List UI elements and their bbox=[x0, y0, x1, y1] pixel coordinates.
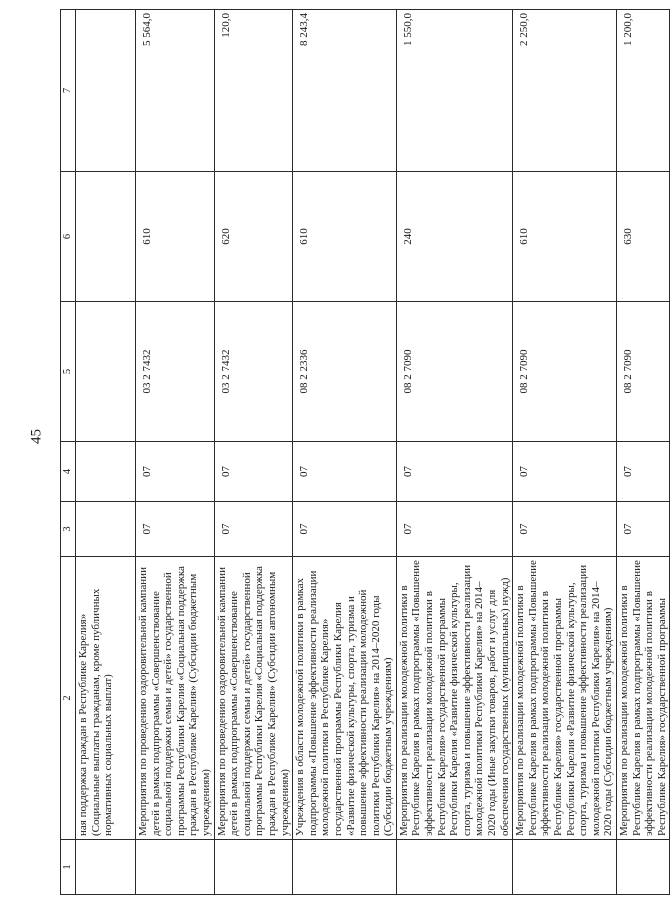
column-header-1: 1 bbox=[61, 840, 76, 895]
column-header-7: 7 bbox=[61, 10, 76, 172]
budget-table-container bbox=[60, 10, 668, 895]
row-target-code bbox=[76, 302, 136, 442]
row-amount: 1 200,0 bbox=[616, 10, 669, 172]
row-description: Учреждения в области молодежной политики в рамках подпрограммы «Повышение эффективности реализации молодежной политики в Республике Карелия» государственной программы Республики Карелия «Развитие физической культуры, спорта, туризма и повышение эффективности реализации молодежной политики Республики Карелия» на 2014–2020 годы (Субсидии бюджетным учреждениям) bbox=[293, 557, 397, 840]
row-subsection-code: 07 bbox=[214, 442, 293, 502]
row-cell-1 bbox=[214, 840, 293, 895]
row-expense-type: 630 bbox=[616, 172, 669, 302]
column-header-5: 5 bbox=[61, 302, 76, 442]
budget-table bbox=[60, 9, 670, 895]
table-row bbox=[396, 10, 512, 895]
table-row bbox=[76, 10, 136, 895]
row-section-code: 07 bbox=[293, 502, 397, 557]
row-section-code: 07 bbox=[396, 502, 512, 557]
row-target-code: 08 2 7090 bbox=[616, 302, 669, 442]
row-subsection-code: 07 bbox=[136, 442, 215, 502]
row-amount bbox=[76, 10, 136, 172]
row-amount: 8 243,4 bbox=[293, 10, 397, 172]
row-expense-type: 620 bbox=[214, 172, 293, 302]
row-target-code: 03 2 7432 bbox=[136, 302, 215, 442]
table-row bbox=[136, 10, 215, 895]
row-amount: 2 250,0 bbox=[513, 10, 617, 172]
table-row bbox=[513, 10, 617, 895]
row-cell-1 bbox=[136, 840, 215, 895]
page-number: 45 bbox=[28, 429, 45, 444]
row-amount: 5 564,0 bbox=[136, 10, 215, 172]
row-target-code: 03 2 7432 bbox=[214, 302, 293, 442]
row-target-code: 08 2 7090 bbox=[396, 302, 512, 442]
row-description: Мероприятия по реализации молодежной политики в Республике Карелия в рамках подпрограммы «Повышение эффективности реализации молодежной политики в Республике Карелия» государственной программы Республики Карелия «Развитие физической культуры, спорта, туризма и повышение эффективности реализации молодежной политики Республики Карелия» на 2014–2020 годы (Иные закупки товаров, работ и услуг для обеспечения государственных (муниципальных) нужд) bbox=[396, 557, 512, 840]
row-subsection-code: 07 bbox=[513, 442, 617, 502]
row-section-code: 07 bbox=[214, 502, 293, 557]
row-section-code: 07 bbox=[513, 502, 617, 557]
row-description: ная поддержка граждан в Республике Карелия» (Социальные выплаты гражданам, кроме публичных нормативных социальных выплат) bbox=[76, 557, 136, 840]
row-expense-type: 610 bbox=[513, 172, 617, 302]
row-section-code: 07 bbox=[616, 502, 669, 557]
row-cell-1 bbox=[76, 840, 136, 895]
column-header-6: 6 bbox=[61, 172, 76, 302]
row-target-code: 08 2 2336 bbox=[293, 302, 397, 442]
row-amount: 120,0 bbox=[214, 10, 293, 172]
table-row bbox=[214, 10, 293, 895]
row-expense-type: 610 bbox=[293, 172, 397, 302]
row-subsection-code: 07 bbox=[396, 442, 512, 502]
column-header-2: 2 bbox=[61, 557, 76, 840]
row-target-code: 08 2 7090 bbox=[513, 302, 617, 442]
row-subsection-code: 07 bbox=[616, 442, 669, 502]
row-subsection-code: 07 bbox=[293, 442, 397, 502]
row-description: Мероприятия по проведению оздоровительной кампании детей в рамках подпрограммы «Совершенствование социальной поддержки семьи и детей» государственной программы Республики Карелия «Социальная поддержка граждан в Республике Карелия» (Субсидии бюджетным учреждениям) bbox=[136, 557, 215, 840]
row-cell-1 bbox=[396, 840, 512, 895]
row-subsection-code bbox=[76, 442, 136, 502]
row-expense-type: 610 bbox=[136, 172, 215, 302]
row-cell-1 bbox=[616, 840, 669, 895]
row-section-code: 07 bbox=[136, 502, 215, 557]
row-description: Мероприятия по реализации молодежной политики в Республике Карелия в рамках подпрограммы «Повышение эффективности реализации молодежной политики в Республике Карелия» государственной программы bbox=[616, 557, 669, 840]
column-header-row bbox=[61, 10, 76, 895]
table-row bbox=[293, 10, 397, 895]
row-description: Мероприятия по проведению оздоровительной кампании детей в рамках подпрограммы «Совершенствование социальной поддержки семьи и детей» государственной программы Республики Карелия «Социальная поддержка граждан в Республике Карелия» (Субсидии автономным учреждениям) bbox=[214, 557, 293, 840]
row-expense-type bbox=[76, 172, 136, 302]
row-cell-1 bbox=[513, 840, 617, 895]
row-amount: 1 550,0 bbox=[396, 10, 512, 172]
row-expense-type: 240 bbox=[396, 172, 512, 302]
row-description: Мероприятия по реализации молодежной политики в Республике Карелия в рамках подпрограммы «Повышение эффективности реализации молодежной политики в Республике Карелия» государственной программы Республики Карелия «Развитие физической культуры, спорта, туризма и повышение эффективности реализации молодежной политики Республики Карелия» на 2014–2020 годы (Субсидии бюджетным учреждениям) bbox=[513, 557, 617, 840]
table-row bbox=[616, 10, 669, 895]
row-section-code bbox=[76, 502, 136, 557]
column-header-3: 3 bbox=[61, 502, 76, 557]
column-header-4: 4 bbox=[61, 442, 76, 502]
row-cell-1 bbox=[293, 840, 397, 895]
